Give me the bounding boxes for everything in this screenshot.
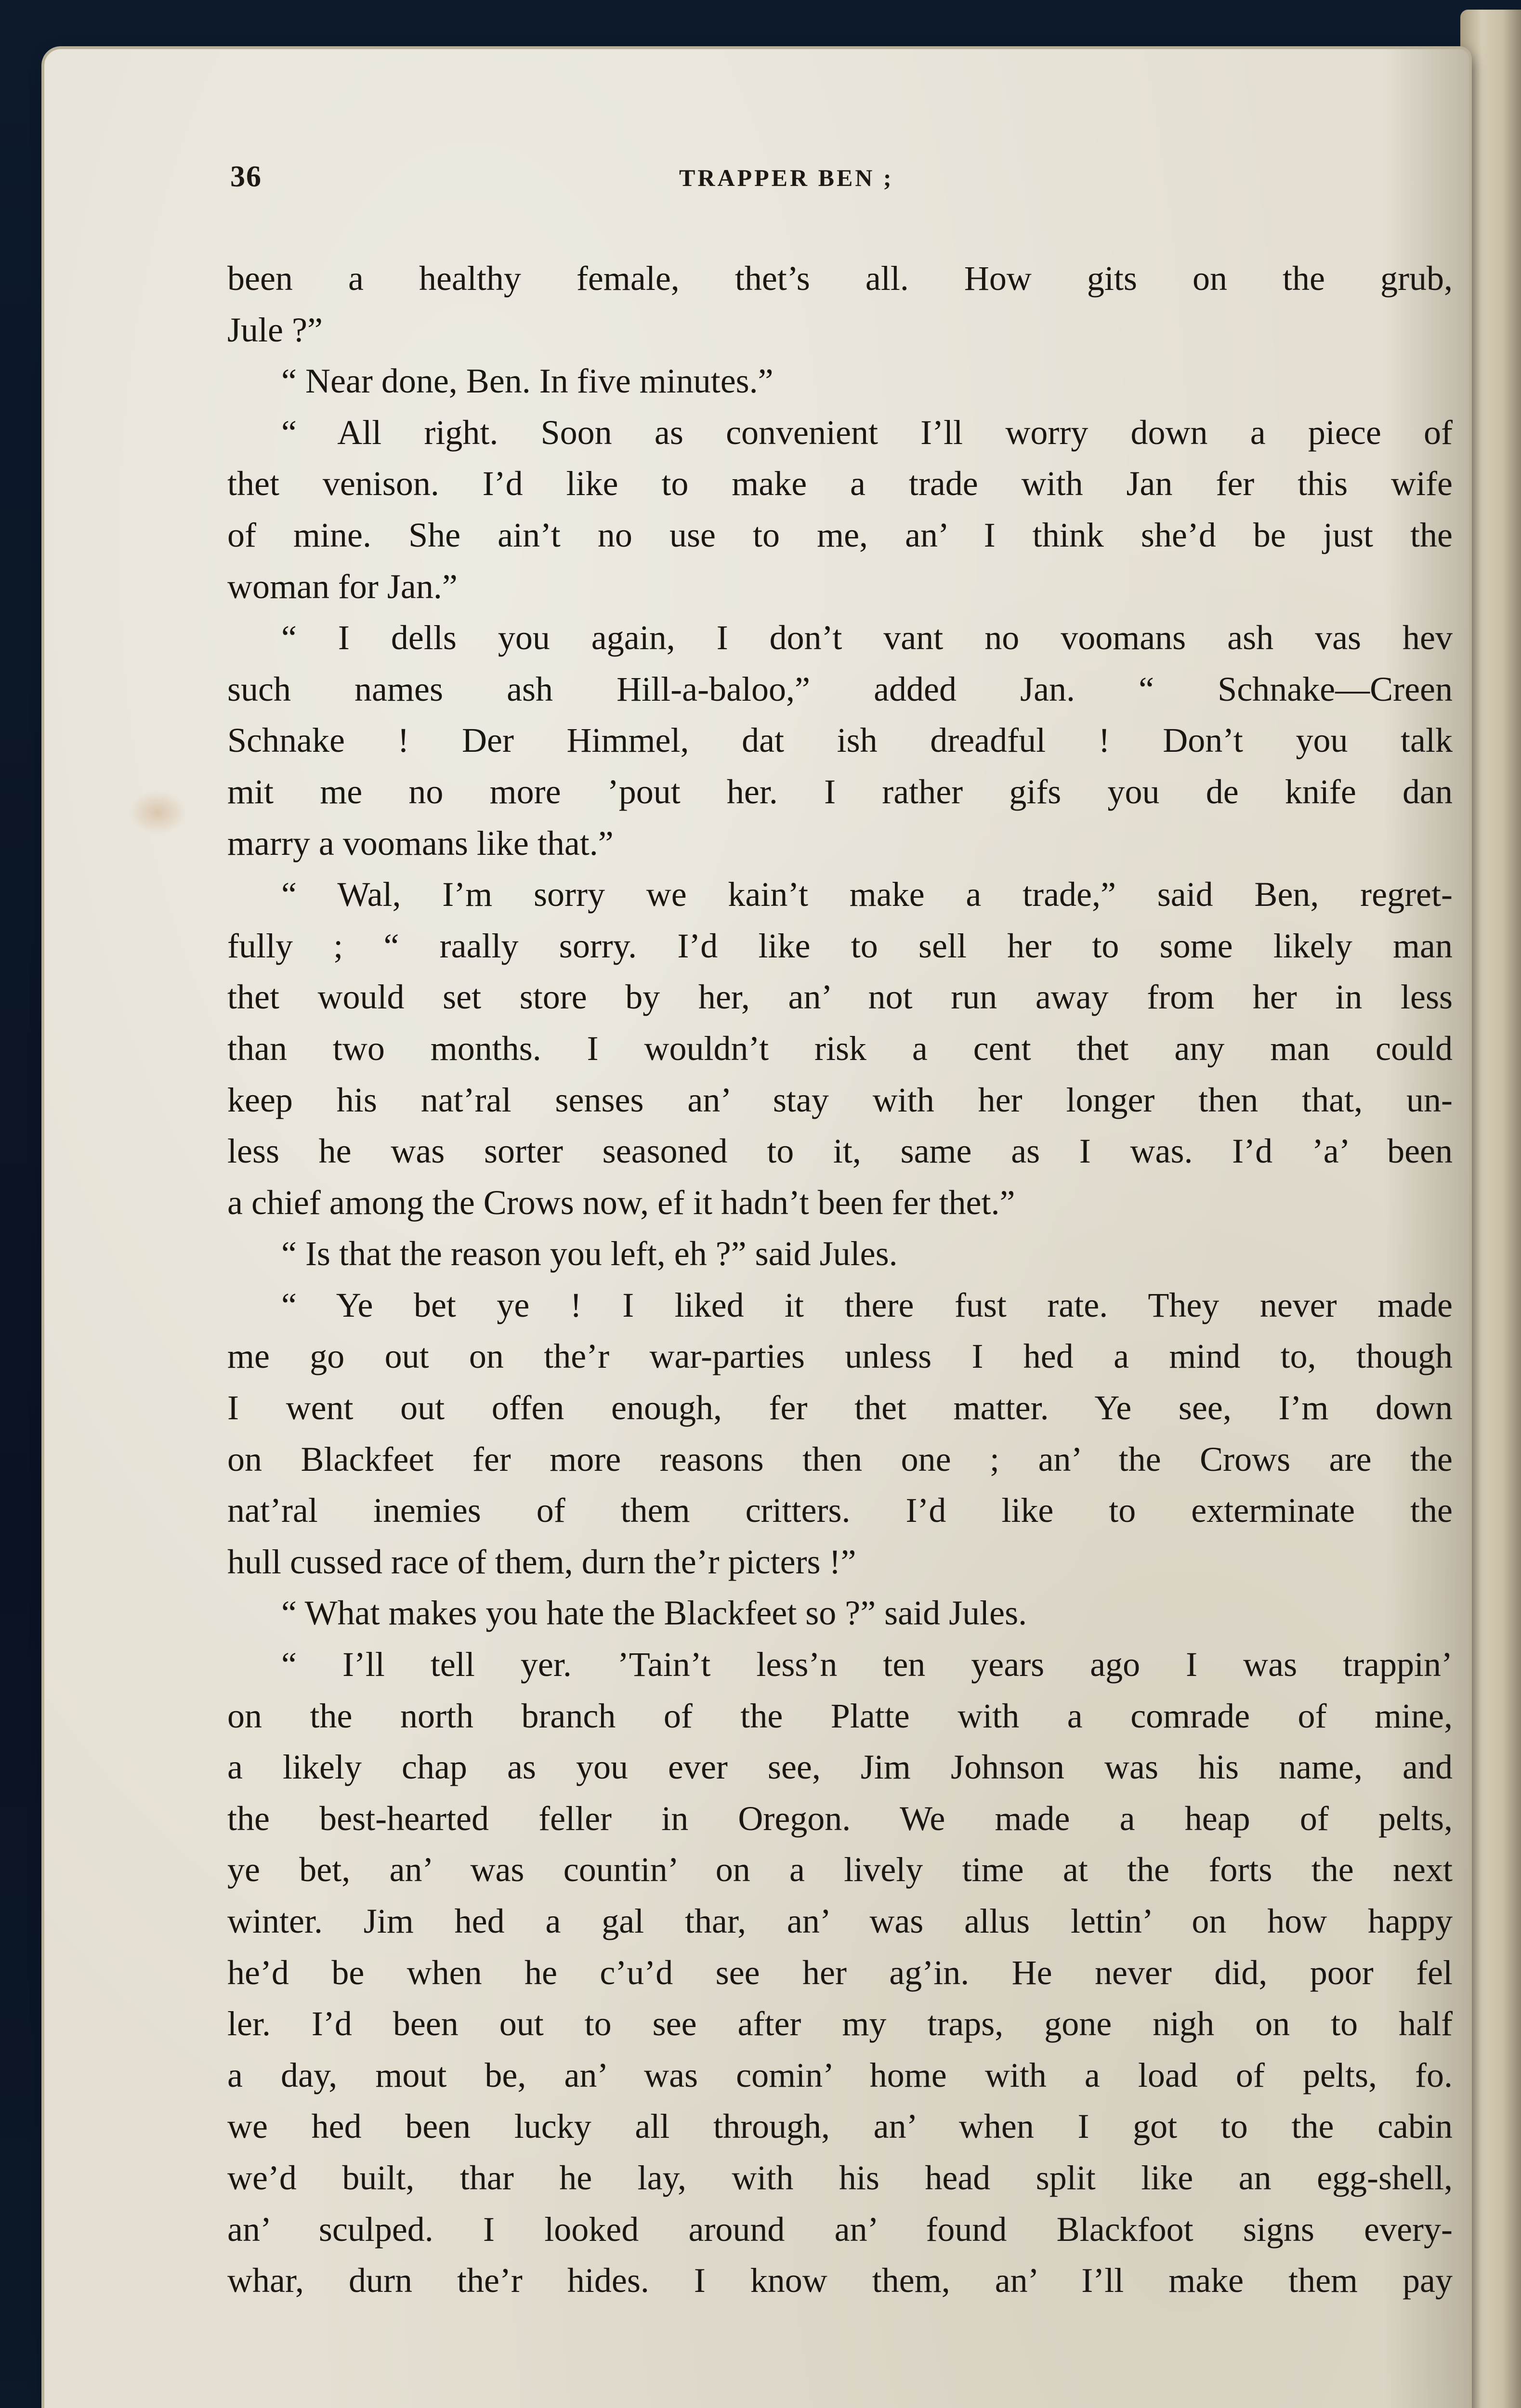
text-line: less he was sorter seasoned to it, same as I was. I’d ’a’ been <box>227 1132 1453 1171</box>
text-line: such names ash Hill-a-baloo,” added Jan. “ Schnake—Creen <box>227 669 1453 708</box>
body-text <box>227 253 1453 2306</box>
text-line: thet venison. I’d like to make a trade with Jan fer this wife <box>227 464 1453 503</box>
text-line: Jule ?” <box>227 310 323 349</box>
text-line: a day, mout be, an’ was comin’ home with a load of pelts, fo. <box>227 2055 1453 2094</box>
text-line: fully ; “ raally sorry. I’d like to sell her to some likely man <box>227 926 1453 965</box>
text-line: nat’ral inemies of them critters. I’d like to exterminate the <box>227 1491 1453 1530</box>
text-line: “ All right. Soon as convenient I’ll worry down a piece of <box>281 413 1453 452</box>
text-line: he’d be when he c’u’d see her ag’in. He never did, poor fel <box>227 1953 1453 1992</box>
text-line: winter. Jim hed a gal thar, an’ was allus lettin’ on how happy <box>227 1902 1453 1940</box>
text-line: “ Is that the reason you left, eh ?” said Jules. <box>281 1234 898 1273</box>
text-line: I went out offen enough, fer thet matter. Ye see, I’m down <box>227 1388 1453 1427</box>
page-number: 36 <box>230 160 262 193</box>
text-line: marry a voomans like that.” <box>227 824 614 863</box>
text-line: ye bet, an’ was countin’ on a lively time at the forts the next <box>227 1850 1453 1889</box>
text-line: on the north branch of the Platte with a comrade of mine, <box>227 1696 1453 1735</box>
text-line: we hed been lucky all through, an’ when I got to the cabin <box>227 2107 1453 2146</box>
text-line: a likely chap as you ever see, Jim Johnson was his name, and <box>227 1748 1453 1787</box>
text-line: “ I dells you again, I don’t vant no voomans ash vas hev <box>281 618 1453 657</box>
page-header <box>230 160 1453 206</box>
text-line: thet would set store by her, an’ not run away from her in less <box>227 978 1453 1017</box>
paper-stain <box>129 791 186 834</box>
text-line: an’ sculped. I looked around an’ found Blackfoot signs every- <box>227 2210 1453 2249</box>
text-line: me go out on the’r war-parties unless I hed a mind to, though <box>227 1337 1453 1376</box>
text-line: hull cussed race of them, durn the’r picters !” <box>227 1542 856 1581</box>
text-line: ler. I’d been out to see after my traps, gone nigh on to half <box>227 2004 1453 2043</box>
text-line: we’d built, thar he lay, with his head split like an egg-shell, <box>227 2158 1453 2197</box>
text-line: keep his nat’ral senses an’ stay with her longer then that, un- <box>227 1080 1453 1119</box>
text-line: “ Ye bet ye ! I liked it there fust rate. They never made <box>281 1285 1453 1324</box>
text-line: been a healthy female, thet’s all. How gits on the grub, <box>227 259 1453 298</box>
book-page-edge <box>1460 10 1521 2408</box>
text-line: than two months. I wouldn’t risk a cent thet any man could <box>227 1029 1453 1068</box>
text-line: “ Near done, Ben. In five minutes.” <box>281 362 774 401</box>
text-line: whar, durn the’r hides. I know them, an’ I’ll make them pay <box>227 2261 1453 2300</box>
text-line: the best-hearted feller in Oregon. We made a heap of pelts, <box>227 1799 1453 1838</box>
text-line: Schnake ! Der Himmel, dat ish dreadful ! Don’t you talk <box>227 721 1453 760</box>
text-line: on Blackfeet fer more reasons then one ; an’ the Crows are the <box>227 1440 1453 1479</box>
text-line: a chief among the Crows now, ef it hadn’t been fer thet.” <box>227 1183 1015 1222</box>
text-line: mit me no more ’pout her. I rather gifs you de knife dan <box>227 772 1453 811</box>
text-line: “ Wal, I’m sorry we kain’t make a trade,” said Ben, regret- <box>281 875 1453 914</box>
text-line: woman for Jan.” <box>227 567 458 606</box>
text-line: of mine. She ain’t no use to me, an’ I think she’d be just the <box>227 515 1453 554</box>
text-line: “ What makes you hate the Blackfeet so ?” said Jules. <box>281 1594 1027 1633</box>
running-head: TRAPPER BEN ; <box>679 164 894 191</box>
text-line: “ I’ll tell yer. ’Tain’t less’n ten years ago I was trappin’ <box>281 1645 1453 1684</box>
